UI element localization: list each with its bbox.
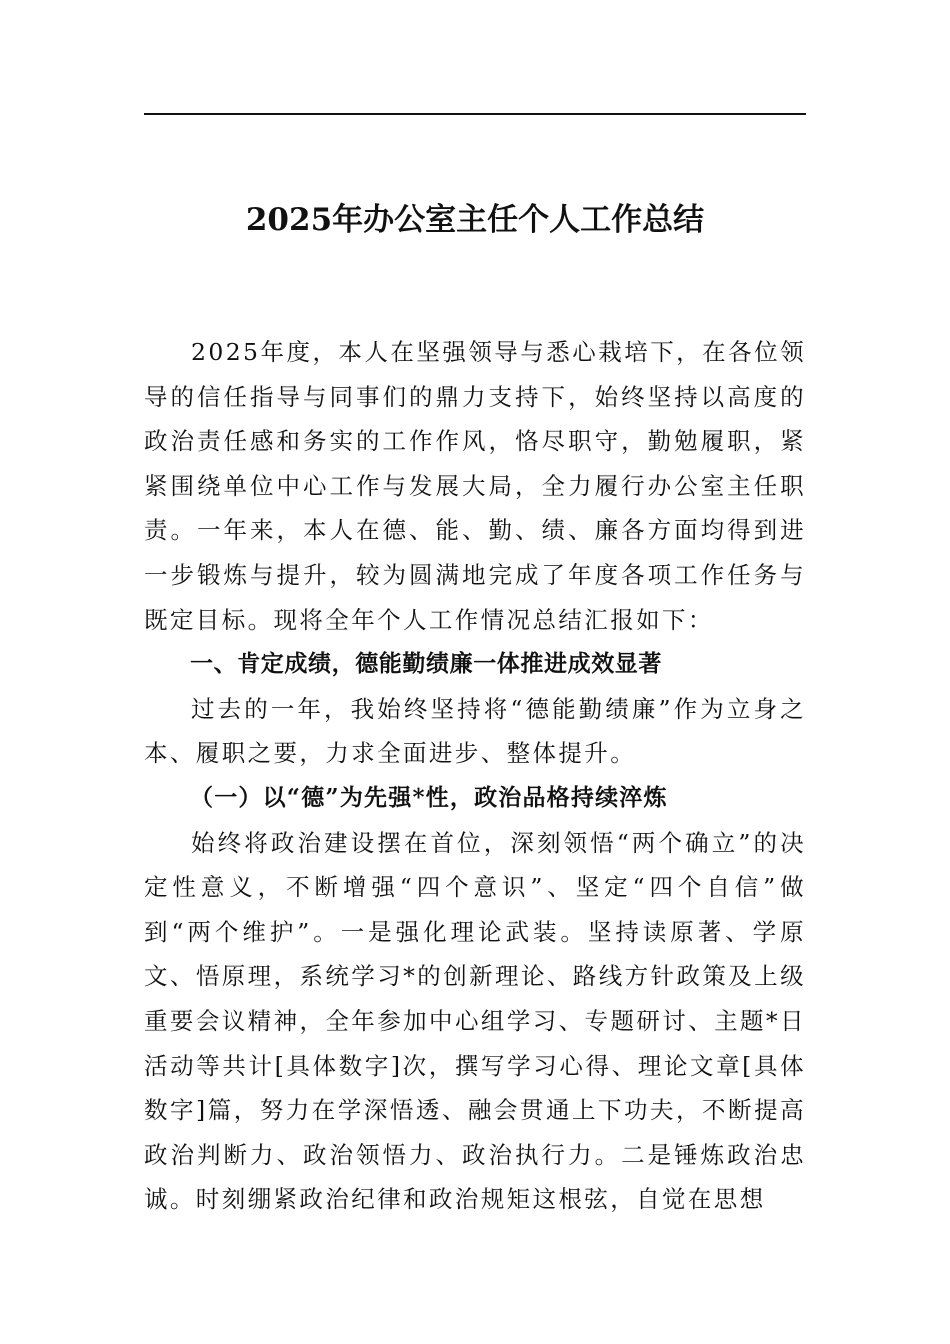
header-rule [144, 113, 806, 115]
subsection-heading-1: （一）以“德”为先强*性，政治品格持续淬炼 [190, 783, 668, 811]
paragraph-subsection-1: 始终将政治建设摆在首位，深刻领悟“两个确立”的决定性意义，不断增强“四个意识”、坚定“四个自信”做到“两个维护”。一是强化理论武装。坚持读原著、学原文、悟原理，系统学习*的创新理论、路线方针政策及上级重要会议精神，全年参加中心组学习、专题研讨、主题*日活动等共计[具体数字]次，撰写学习心得、理论文章[具体数字]篇，努力在学深悟透、融会贯通上下功夫，不断提高政治判断力、政治领悟力、政治执行力。二是锤炼政治忠诚。时刻绷紧政治纪律和政治规矩这根弦，自觉在思想 [144, 828, 806, 1214]
document-body [144, 330, 806, 1222]
section-heading-1: 一、肯定成绩，德能勤绩廉一体推进成效显著 [190, 651, 662, 678]
paragraph-intro: 2025年度，本人在坚强领导与悉心栽培下，在各位领导的信任指导与同事们的鼎力支持下，始终坚持以高度的政治责任感和务实的工作作风，恪尽职守，勤勉履职，紧紧围绕单位中心工作与发展大局，全力履行办公室主任职责。一年来，本人在德、能、勤、绩、廉各方面均得到进一步锻炼与提升，较为圆满地完成了年度各项工作任务与既定目标。现将全年个人工作情况总结汇报如下： [144, 338, 806, 634]
document-title: 2025年办公室主任个人工作总结 [245, 202, 705, 238]
paragraph-section-1: 过去的一年，我始终坚持将“德能勤绩廉”作为立身之本、履职之要，力求全面进步、整体提升。 [144, 694, 806, 768]
